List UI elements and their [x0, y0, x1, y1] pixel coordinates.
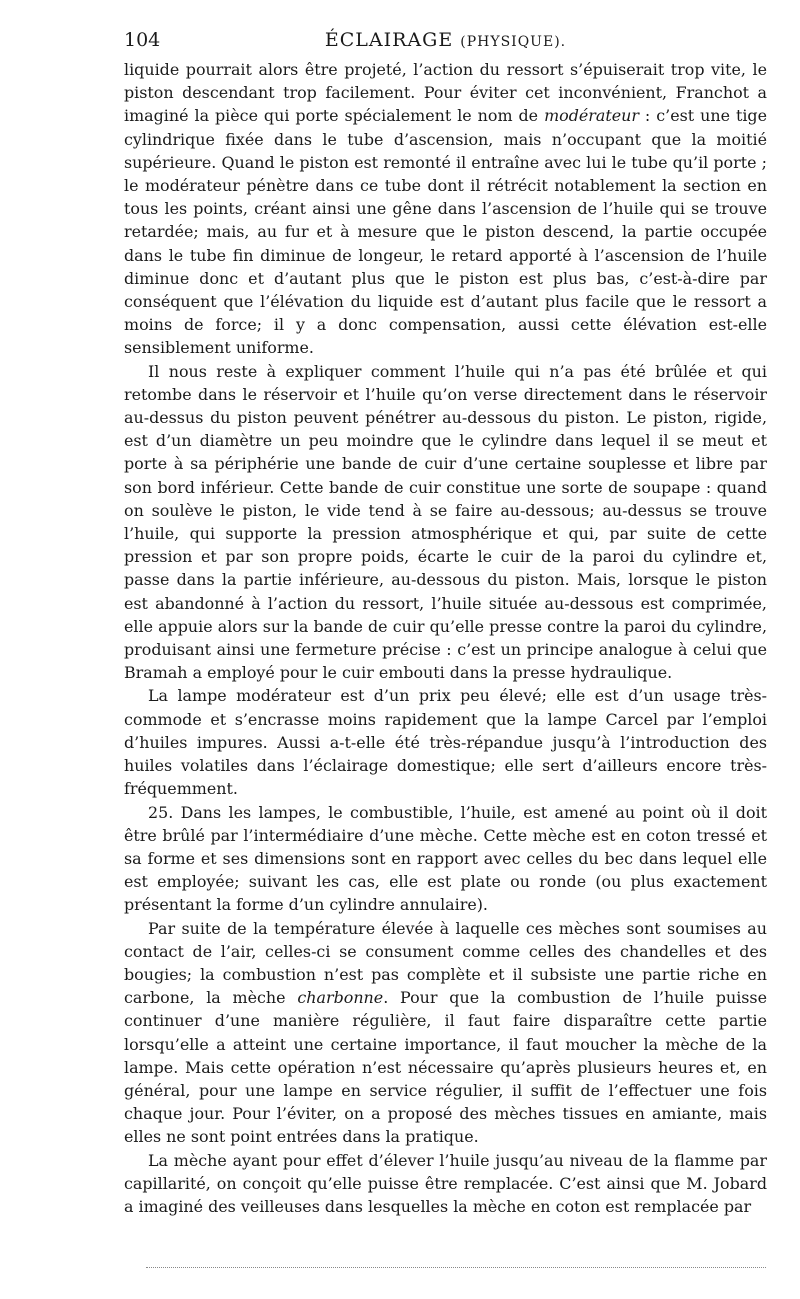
- body-text: [124, 58, 767, 1218]
- paragraph: [124, 58, 767, 360]
- italic-term: charbonne: [297, 988, 384, 1008]
- paragraph: [124, 684, 767, 800]
- running-title-main: ÉCLAIRAGE: [324, 29, 454, 51]
- paragraph-text: Par suite de la température élevée à laquelle ces mèches sont soumises au contact de l’air, celles-ci se consument comme celles des chandelles et des bougies; la combustion n’est pas complète et il subsiste une partie riche en carbone, la mèche: [124, 918, 767, 1008]
- paragraph-text: liquide pourrait alors être projeté, l’action du ressort s’épuiserait trop vite, le piston descendant trop facilement. Pour éviter cet inconvénient, Franchot a imaginé la pièce qui porte spécialement le nom de: [124, 60, 767, 126]
- paragraph-text: . Pour que la combustion de l’huile puisse continuer d’une manière régulière, il faut faire disparaître cette partie lorsqu’elle a atteint une certaine importance, il faut moucher la mèche de la lampe. Mais cette opération n’est nécessaire qu’après plusieurs heures et, en général, pour une lampe en service régulier, il suffit de l’effectuer une fois chaque jour. Pour l’éviter, on a proposé des mèches tissues en amiante, mais elles ne sont point entrées dans la pratique.: [124, 988, 767, 1147]
- paragraph-text: : c’est une tige cylindrique fixée dans le tube d’ascension, mais n’occupant que la moitié supérieure. Quand le piston est remonté il entraîne avec lui le tube qu’il porte ; le modérateur pénètre dans ce tube dont il rétrécit notablement la section en tous les points, créant ainsi une gêne dans l’ascension de l’huile qui se trouve retardée; mais, au fur et à mesure que le piston descend, la partie occupée dans le tube fin diminue de longeur, le retard apporté à l’ascension de l’huile diminue donc et d’autant plus que le piston est plus bas, c’est-à-dire par conséquent que l’élévation du liquide est d’autant plus facile que le ressort a moins de force; il y a donc compensation, aussi cette élévation est-elle sensiblement uniforme.: [124, 106, 768, 358]
- paragraph-text: La lampe modérateur est d’un prix peu élevé; elle est d’un usage très-commode et s’encrasse moins rapidement que la lampe Carcel par l’emploi d’huiles impures. Aussi a-t-elle été très-répandue jusqu’à l’introduction des huiles volatiles dans l’éclairage domestique; elle sert d’ailleurs encore très-fréquemment.: [124, 686, 767, 799]
- paragraph: [124, 801, 767, 917]
- document-page: [124, 22, 767, 1218]
- paragraph: [124, 1149, 767, 1219]
- running-title: [164, 22, 727, 60]
- bottom-dotted-rule: [146, 1267, 766, 1268]
- page-number: 104: [124, 29, 161, 51]
- paragraph: [124, 917, 767, 1149]
- paragraph-text: Il nous reste à expliquer comment l’huile qui n’a pas été brûlée et qui retombe dans le réservoir et l’huile qu’on verse directement dans le réservoir au-dessus du piston peuvent pénétrer au-dessous du piston. Le piston, rigide, est d’un diamètre un peu moindre que le cylindre dans lequel il se meut et porte à sa périphérie une bande de cuir d’une certaine souplesse et libre par son bord inférieur. Cette bande de cuir constitue une sorte de soupape : quand on soulève le piston, le vide tend à se faire au-dessous; au-dessus se trouve l’huile, qui supporte la pression atmosphérique et qui, par suite de cette pression et par son propre poids, écarte le cuir de la paroi du cylindre et, passe dans la partie inférieure, au-dessous du piston. Mais, lorsque le piston est abandonné à l’action du ressort, l’huile située au-dessous est comprimée, elle appuie alors sur la bande de cuir qu’elle presse contre la paroi du cylindre, produisant ainsi une fermeture précise : c’est un principe analogue à celui que Bramah a employé pour le cuir embouti dans la presse hydraulique.: [124, 361, 767, 683]
- paragraph-text: La mèche ayant pour effet d’élever l’huile jusqu’au niveau de la flamme par capillarité, on conçoit qu’elle puisse être remplacée. C’est ainsi que M. Jobard a imaginé des veilleuses dans lesquelles la mèche en coton est remplacée par: [124, 1150, 767, 1216]
- paragraph-text: 25. Dans les lampes, le combustible, l’huile, est amené au point où il doit être brûlé par l’intermédiaire d’une mèche. Cette mèche est en coton tressé et sa forme et ses dimensions sont en rapport avec celles du bec dans lequel elle est employée; suivant les cas, elle est plate ou ronde (ou plus exactement présentant la forme d’un cylindre annulaire).: [124, 802, 767, 915]
- italic-term: modérateur: [544, 106, 639, 126]
- running-header: [124, 22, 767, 58]
- paragraph: [124, 360, 767, 685]
- running-title-sub: (PHYSIQUE).: [460, 34, 567, 50]
